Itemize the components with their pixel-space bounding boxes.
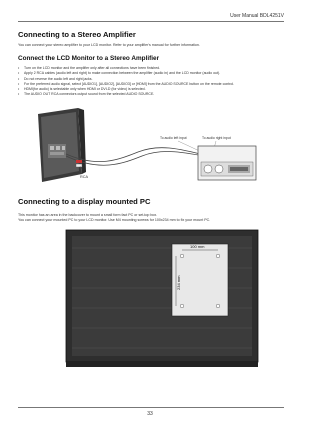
list-item: • The AUDIO OUT RCA connectors output sound from the selected AUDIO SOURCE.: [18, 92, 286, 97]
list-item: • Do not reverse the audio left and right jacks.: [18, 77, 286, 82]
screw-hole-icon: [216, 254, 220, 258]
page-number: 33: [147, 411, 153, 417]
mounted-pc-text-1: This monitor has an area in the backcover to mount a small form fact PC or set-top box.: [18, 213, 158, 217]
dimension-vertical-label: 234 mm: [176, 275, 181, 290]
footer-rule: [18, 407, 284, 408]
list-item: • Turn on the LCD monitor and the amplifier only after all connections have been finished.: [18, 66, 286, 71]
mounted-pc-text-2: You can connect your mounted PC to your LCD monitor. Use M4 mounting screws for 100x234 mm to fix your mount PC.: [18, 218, 211, 222]
screw-hole-icon: [180, 304, 184, 308]
audio-right-input-label: To audio right input: [202, 136, 231, 140]
list-item: • Apply 2 RCA cables (audio left and right) to make connection between the amplifier (audio in) and the LCD monitor (audio out).: [18, 71, 286, 76]
header-rule: [18, 21, 284, 22]
amplifier-connection-diagram: [38, 108, 258, 184]
section-intro-text: You can connect your stereo amplifier to your LCD monitor. Refer to your amplifier's manual for further information.: [18, 43, 200, 47]
audio-left-input-label: To audio left input: [160, 136, 187, 140]
monitor-stand-base: [66, 362, 258, 367]
screw-hole-icon: [180, 254, 184, 258]
list-item: • For the preferred audio signal, select [AUDIO1], [AUDIO2], [AUDIO3] or [HDMI] from the AUDIO SOURCE button on the remote control.: [18, 82, 286, 87]
mounted-pc-diagram: [64, 228, 260, 388]
list-item: • HDMI(for audio) is selectable only when HDMI or DVI-D (for video) is selected.: [18, 87, 286, 92]
rca-label-left: RCA: [80, 175, 89, 179]
section-title-mounted-pc: Connecting to a display mounted PC: [18, 197, 151, 206]
section-title-stereo-amplifier: Connecting to a Stereo Amplifier: [18, 30, 136, 39]
stereo-amplifier-illustration: [198, 146, 256, 180]
page-header-title: User Manual BDL4251V: [230, 13, 284, 19]
subsection-title-connect-amplifier: Connect the LCD Monitor to a Stereo Amplifier: [18, 55, 160, 62]
screw-hole-icon: [216, 304, 220, 308]
instruction-list: [18, 66, 286, 98]
monitor-back-cover: [66, 230, 258, 362]
dimension-horizontal-label: 100 mm: [190, 244, 205, 249]
lcd-monitor-illustration: [38, 108, 89, 182]
rca-cables: [66, 148, 214, 166]
mounting-area: [172, 244, 228, 316]
